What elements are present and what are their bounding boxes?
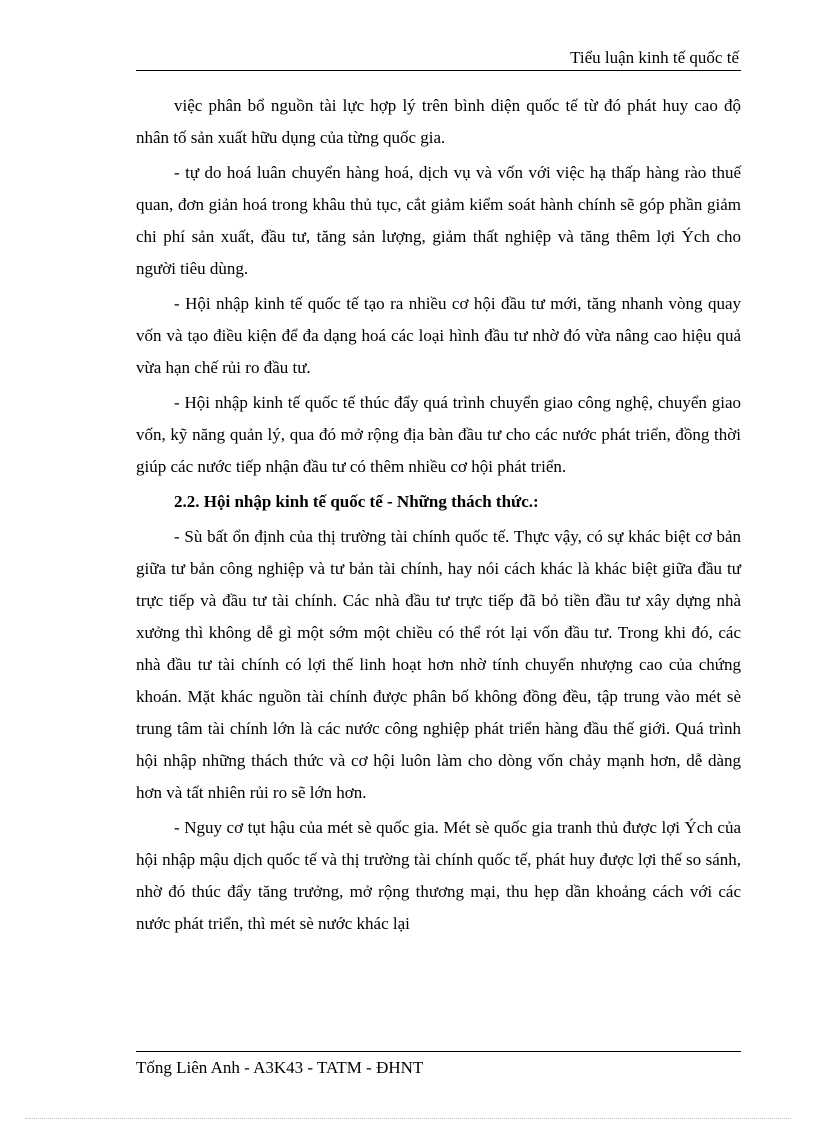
paragraph-trade-liberalization: - tự do hoá luân chuyển hàng hoá, dịch vụ và vốn với việc hạ thấp hàng rào thuế quan, đơn giản hoá trong khâu thủ tục, cắt giảm kiểm soát hành chính sẽ góp phần giảm chi phí sản xuất, đầu tư, tăng sản lượng, giảm thất nghiệp và tăng thêm lợi Ých cho người tiêu dùng. <box>136 163 741 278</box>
paragraph-lagging-risk: - Nguy cơ tụt hậu của mét sè quốc gia. Mét sè quốc gia tranh thủ được lợi Ých của hội nhập mậu dịch quốc tế và thị trường tài chính quốc tế, phát huy được lợi thế so sánh, nhờ đó thúc đẩy tăng trưởng, mở rộng thương mại, thu hẹp dần khoảng cách với các nước phát triển, thì mét sè nước khác lại <box>136 818 741 933</box>
page-footer <box>136 1051 741 1078</box>
paragraph-technology-transfer: - Hội nhập kinh tế quốc tế thúc đẩy quá trình chuyển giao công nghệ, chuyển giao vốn, kỹ năng quản lý, qua đó mở rộng địa bàn đầu tư cho các nước phát triển, đồng thời giúp các nước tiếp nhận đầu tư có thêm nhiều cơ hội phát triển. <box>136 393 741 476</box>
section-heading-challenges: 2.2. Hội nhập kinh tế quốc tế - Những thách thức.: <box>174 492 539 511</box>
paragraph-investment-opportunities: - Hội nhập kinh tế quốc tế tạo ra nhiều cơ hội đầu tư mới, tăng nhanh vòng quay vốn và tạo điều kiện để đa dạng hoá các loại hình đầu tư nhờ đó vừa nâng cao hiệu quả vừa hạn chế rủi ro đầu tư. <box>136 294 741 377</box>
footer-author-line: Tống Liên Anh - A3K43 - TATM - ĐHNT <box>136 1058 424 1077</box>
paragraph-continuation: việc phân bổ nguồn tài lực hợp lý trên bình diện quốc tế từ đó phát huy cao độ nhân tố sản xuất hữu dụng của từng quốc gia. <box>136 96 741 147</box>
running-title: Tiểu luận kinh tế quốc tế <box>570 48 739 67</box>
page-edge-divider <box>25 1118 791 1119</box>
page-header <box>136 48 741 71</box>
document-body <box>136 90 741 943</box>
paragraph-financial-instability: - Sù bất ổn định của thị trường tài chính quốc tế. Thực vậy, có sự khác biệt cơ bản giữa tư bản công nghiệp và tư bản tài chính, hay nói cách khác là khác biệt giữa đầu tư trực tiếp và đầu tư tài chính. Các nhà đầu tư trực tiếp đã bỏ tiền đầu tư xây dựng nhà xưởng thì không dễ gì một sớm một chiều có thể rót lại vốn đầu tư. Trong khi đó, các nhà đầu tư tài chính có lợi thế linh hoạt hơn nhờ tính chuyển nhượng cao của chứng khoán. Mặt khác nguồn tài chính được phân bố không đồng đều, tập trung vào mét sè trung tâm tài chính lớn là các nước công nghiệp phát triển hàng đầu thế giới. Quá trình hội nhập những thách thức và cơ hội luôn làm cho dòng vốn chảy mạnh hơn, dễ dàng hơn và tất nhiên rủi ro sẽ lớn hơn. <box>136 527 741 802</box>
